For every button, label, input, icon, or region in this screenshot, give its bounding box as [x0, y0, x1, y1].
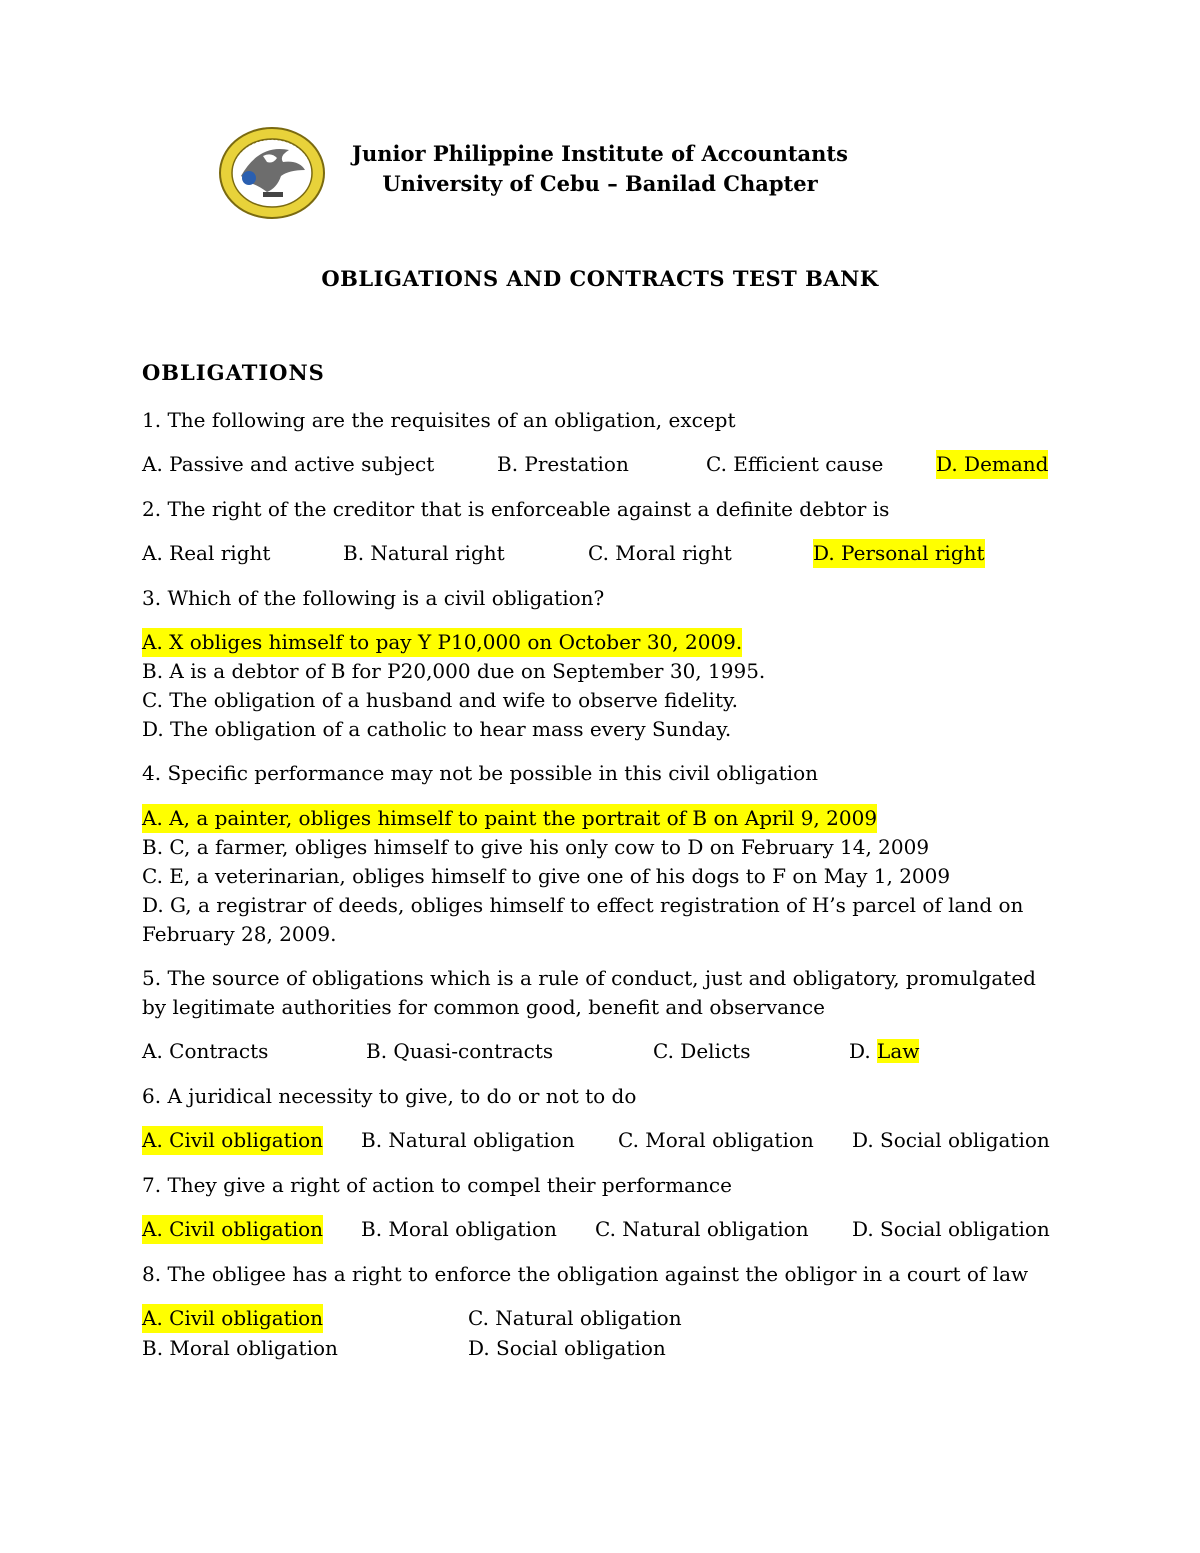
choice-d: D. Social obligation [852, 1128, 1050, 1152]
choice-d: D. The obligation of a catholic to hear mass every Sunday. [142, 717, 732, 741]
question-stem: 4. Specific performance may not be possible in this civil obligation [142, 761, 818, 785]
choice-b: B. C, a farmer, obliges himself to give his only cow to D on February 14, 2009 [142, 835, 930, 859]
question-stem: 8. The obligee has a right to enforce the obligation against the obligor in a court of law [142, 1262, 1029, 1286]
choice-c: C. Natural obligation [468, 1306, 682, 1330]
choice-b: B. Moral obligation [142, 1336, 338, 1360]
choice-c: C. Moral obligation [618, 1128, 814, 1152]
choice-b: B. Moral obligation [361, 1217, 557, 1241]
question-stem: 7. They give a right of action to compel their performance [142, 1173, 732, 1197]
choice-d: D. Social obligation [468, 1336, 666, 1360]
choice-b: B. Natural obligation [361, 1128, 575, 1152]
choice-c: C. Efficient cause [706, 452, 884, 476]
jpia-logo-seal [219, 126, 326, 220]
choice-d-answer: D. Demand [936, 450, 1048, 479]
choice-d-continued: February 28, 2009. [142, 922, 337, 946]
choice-c: C. Moral right [588, 541, 732, 565]
question-stem: 6. A juridical necessity to give, to do or not to do [142, 1084, 637, 1108]
choice-a-answer: A. Civil obligation [142, 1304, 323, 1333]
choice-b: B. A is a debtor of B for P20,000 due on September 30, 1995. [142, 659, 766, 683]
question-stem: 1. The following are the requisites of an obligation, except [142, 408, 736, 432]
choice-a: A. Passive and active subject [142, 452, 435, 476]
section-heading: OBLIGATIONS [142, 360, 325, 385]
choice-a: A. Contracts [142, 1039, 269, 1063]
choice-a-answer: A. A, a painter, obliges himself to paint the portrait of B on April 9, 2009 [142, 804, 877, 833]
choice-c: C. The obligation of a husband and wife to observe fidelity. [142, 688, 738, 712]
question-stem-continued: by legitimate authorities for common good, benefit and observance [142, 995, 825, 1019]
choice-d: D. Social obligation [852, 1217, 1050, 1241]
document-title: OBLIGATIONS AND CONTRACTS TEST BANK [321, 266, 879, 291]
choice-c: C. E, a veterinarian, obliges himself to give one of his dogs to F on May 1, 2009 [142, 864, 951, 888]
choice-a-answer: A. Civil obligation [142, 1126, 323, 1155]
choice-a: A. Real right [142, 541, 271, 565]
choice-d-letter: D. Law [849, 1039, 920, 1063]
choice-d-answer: D. Personal right [813, 539, 985, 568]
org-name: Junior Philippine Institute of Accountants [352, 141, 848, 166]
choice-b: B. Natural right [343, 541, 505, 565]
choice-b: B. Prestation [497, 452, 629, 476]
chapter-name: University of Cebu – Banilad Chapter [382, 171, 818, 196]
choice-a-answer: A. X obliges himself to pay Y P10,000 on October 30, 2009. [142, 628, 742, 657]
question-stem: 2. The right of the creditor that is enforceable against a definite debtor is [142, 497, 890, 521]
choice-c: C. Delicts [653, 1039, 751, 1063]
choice-d-answer: Law [877, 1039, 920, 1063]
question-stem: 5. The source of obligations which is a rule of conduct, just and obligatory, promulgated [142, 966, 1036, 990]
choice-c: C. Natural obligation [595, 1217, 809, 1241]
choice-a-answer: A. Civil obligation [142, 1215, 323, 1244]
question-stem: 3. Which of the following is a civil obligation? [142, 586, 605, 610]
choice-d: D. G, a registrar of deeds, obliges himself to effect registration of H’s parcel of land on [142, 893, 1024, 917]
choice-b: B. Quasi-contracts [366, 1039, 554, 1063]
